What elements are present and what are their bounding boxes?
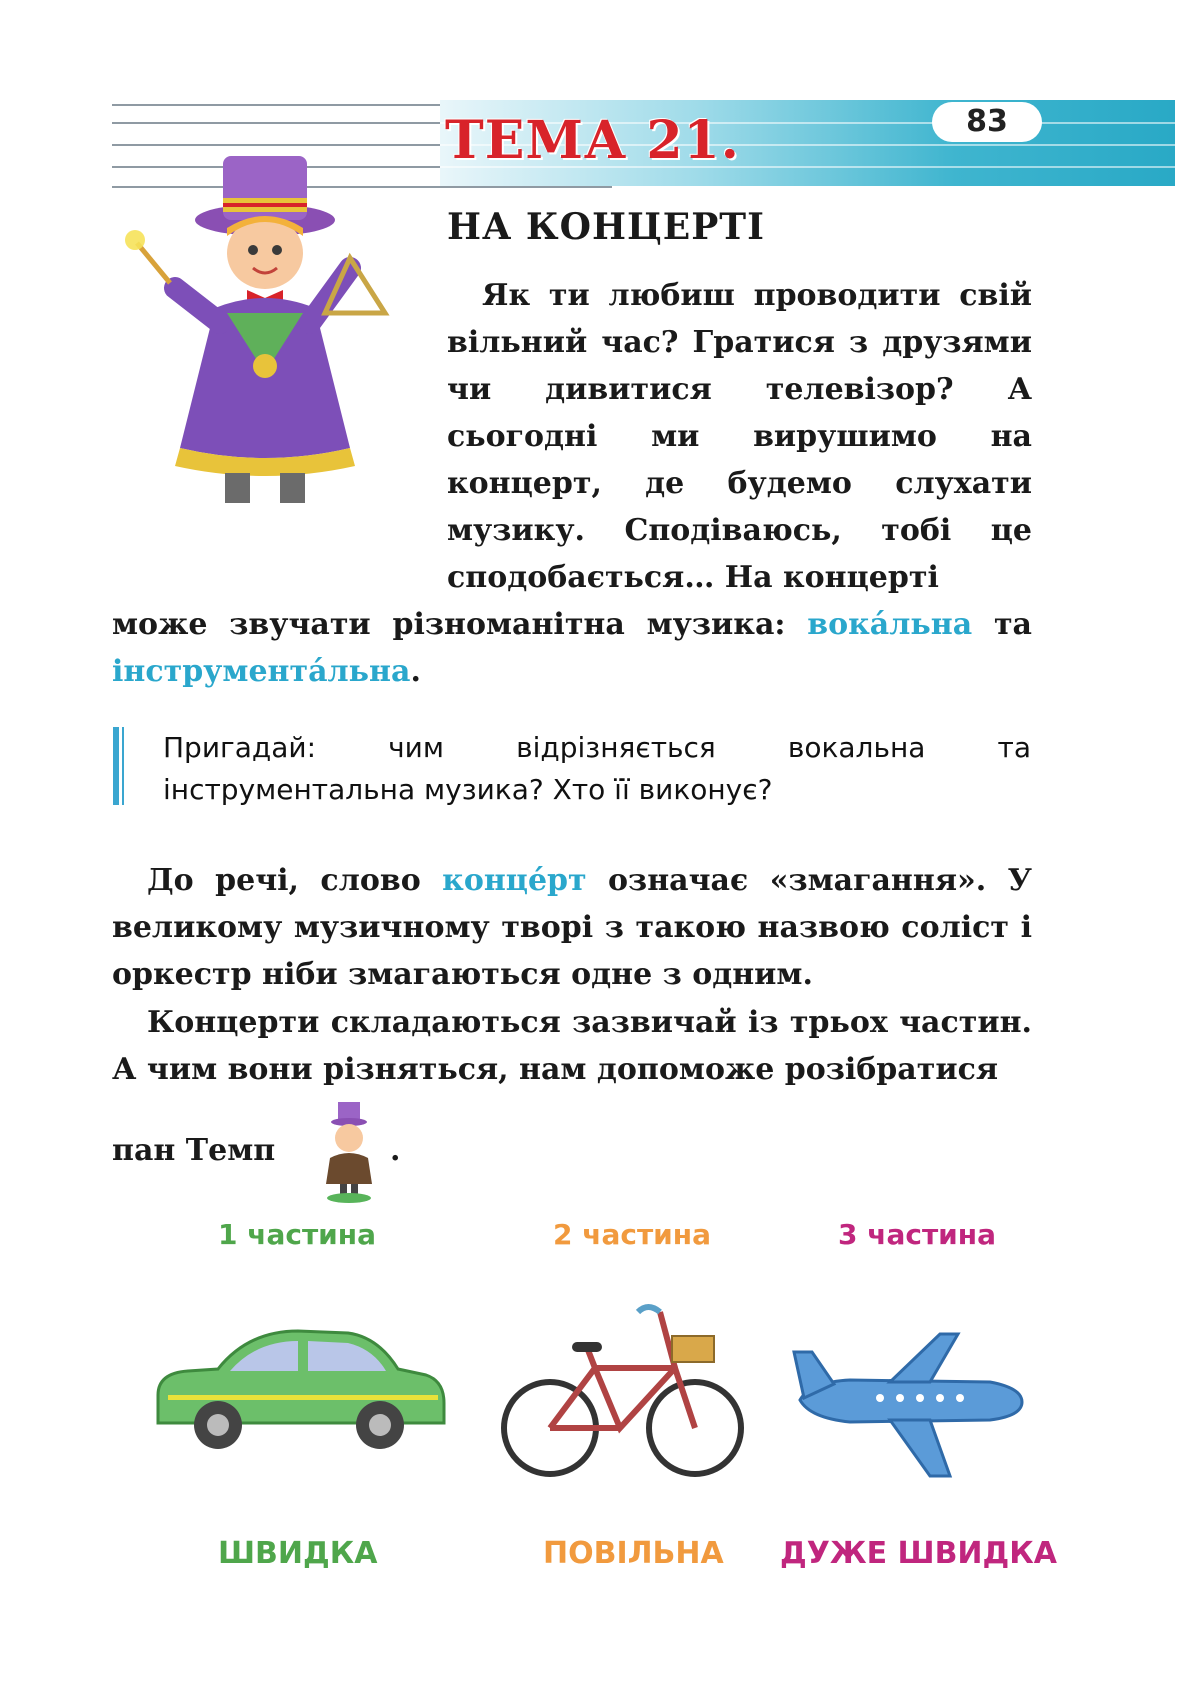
- term-concert: конце́рт: [442, 863, 587, 898]
- topic-heading: ТЕМА 21.: [445, 110, 740, 171]
- part-3-speed: ДУЖЕ ШВИДКА: [780, 1536, 1058, 1571]
- note-marker: [113, 727, 119, 805]
- recall-question: Пригадай: чим відрізняється вокальна та інструментальна музика? Хто її виконує?: [163, 731, 1031, 806]
- part-2-speed: ПОВІЛЬНА: [543, 1536, 724, 1571]
- lesson-title: НА КОНЦЕРТІ: [447, 206, 765, 248]
- bicycle-icon: [500, 1298, 750, 1488]
- part-2-label: 2 частина: [553, 1218, 712, 1251]
- p2-before: До речі, слово: [147, 863, 443, 898]
- pan-temp-end: .: [390, 1133, 401, 1168]
- intro-end: .: [410, 654, 421, 689]
- pan-temp-text: пан Темп: [112, 1133, 276, 1168]
- airplane-icon: [790, 1330, 1030, 1480]
- paragraph-pan-temp: [112, 1127, 275, 1174]
- part-1-speed: ШВИДКА: [218, 1536, 378, 1571]
- note-marker-thin: [122, 727, 124, 805]
- intro-paragraph: Як ти любиш проводити свій вільний час? Гратися з друзями чи дивитися телевізор? А сьогодні ми вирушимо на концерт, де будемо слухати музику. Сподіваюсь, тобі це сподобається… На концерті: [447, 278, 1032, 595]
- page-number: 83: [966, 104, 1008, 139]
- intro-conj: та: [972, 607, 1032, 642]
- term-vocal: вока́льна: [807, 607, 973, 642]
- intro-continued-text: може звучати різноманітна музика:: [112, 607, 808, 642]
- pan-temp-icon: [318, 1100, 380, 1204]
- paragraph-concert-parts: Концерти складаються зазвичай із трьох частин. А чим вони різняться, нам допоможе розібратися: [112, 1005, 1032, 1087]
- part-3-label: 3 частина: [838, 1218, 997, 1251]
- paragraph-concert-meaning: [112, 857, 1032, 998]
- part-1-label: 1 частина: [218, 1218, 377, 1251]
- p2-after: означає «змагання». У великому музичному творі з такою назвою соліст і оркестр ніби змагаються одне з одним.: [112, 863, 1032, 992]
- car-icon: [148, 1325, 448, 1455]
- term-instrumental: інструмента́льна: [112, 654, 411, 689]
- intro-paragraph-continued: [112, 601, 1032, 695]
- magician-illustration: [115, 148, 425, 518]
